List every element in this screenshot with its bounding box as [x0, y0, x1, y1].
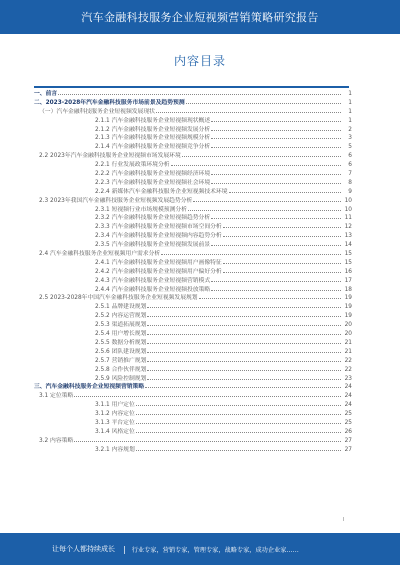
toc-leader-dots: [74, 436, 341, 442]
toc-leader-dots: [211, 133, 341, 139]
toc-entry-text: 3.1.1 用户定位: [95, 402, 135, 409]
toc-leader-dots: [186, 98, 341, 104]
toc-leader-dots: [74, 391, 341, 397]
toc-entry-page: 6: [348, 162, 352, 169]
toc-leader-dots: [136, 418, 341, 424]
toc-list: [34, 89, 352, 454]
toc-leader-dots: [223, 222, 341, 228]
toc-entry[interactable]: [34, 89, 352, 98]
toc-entry-page: 19: [344, 295, 352, 302]
footer-divider: |: [123, 544, 126, 554]
toc-entry-text: 2.4.1 汽车金融科技服务企业短视频用户画像特征: [95, 259, 222, 266]
toc-entry-page: 3: [348, 135, 352, 142]
toc-entry-text: 2.1.3 汽车金融科技服务企业短视频规模分析: [95, 135, 211, 142]
toc-entry-page: 8: [348, 179, 352, 186]
toc-entry-text: 3.2 内容策略: [39, 437, 74, 444]
toc-entry[interactable]: [34, 231, 352, 240]
toc-entry-page: 5: [348, 144, 352, 151]
toc-entry-text: 2.5.5 数据分析规划: [95, 339, 147, 346]
toc-entry[interactable]: [34, 436, 352, 445]
toc-leader-dots: [147, 320, 341, 326]
toc-entry[interactable]: [34, 276, 352, 285]
toc-leader-dots: [171, 160, 341, 166]
toc-entry-text: 2.5.7 营销推广规划: [95, 357, 147, 364]
toc-entry[interactable]: [34, 391, 352, 400]
toc-entry[interactable]: [34, 329, 352, 338]
toc-entry-text: 3.1.4 风格定位: [95, 428, 135, 435]
toc-entry[interactable]: [34, 302, 352, 311]
toc-leader-dots: [211, 116, 341, 122]
report-title: 汽车金融科技服务企业短视频营销策略研究报告: [81, 11, 319, 24]
toc-entry[interactable]: [34, 160, 352, 169]
toc-leader-dots: [182, 151, 341, 157]
toc-entry-page: 1: [348, 108, 352, 115]
toc-entry-text: 2.3 2023年我国汽车金融科技服务企业短视频发展趋势分析: [39, 197, 193, 204]
toc-entry-page: 24: [344, 402, 352, 409]
toc-entry[interactable]: [34, 400, 352, 409]
toc-entry[interactable]: [34, 320, 352, 329]
toc-entry[interactable]: [34, 356, 352, 365]
toc-entry-text: 2.1.2 汽车金融科技服务企业短视频发展分析: [95, 126, 211, 133]
toc-leader-dots: [211, 169, 341, 175]
toc-entry-text: 2.1.1 汽车金融科技服务企业短视频现状概述: [95, 117, 211, 124]
toc-leader-dots: [147, 329, 341, 335]
toc-entry-text: 2.2.2 汽车金融科技服务企业短视频经济环境: [95, 171, 211, 178]
toc-entry-text: 二、2023-2028年汽车金融科技服务市场前景及趋势预测: [34, 99, 185, 106]
toc-leader-dots: [211, 240, 341, 246]
toc-entry-text: 2.2.4 新媒体汽车金融科技服务企业短视频技术环境: [95, 188, 228, 195]
toc-entry-page: 21: [344, 339, 352, 346]
toc-entry[interactable]: [34, 213, 352, 222]
toc-entry-page: 17: [344, 277, 352, 284]
toc-entry-text: 2.3.5 汽车金融科技服务企业短视频发展前景: [95, 242, 211, 249]
toc-entry-text: 2.5.4 用户增长规划: [95, 331, 147, 338]
toc-entry-text: 三、汽车金融科技服务企业短视频营销策略: [34, 384, 145, 391]
toc-leader-dots: [211, 125, 341, 131]
toc-entry-page: 19: [344, 313, 352, 320]
toc-entry[interactable]: [34, 107, 352, 116]
toc-entry-page: 15: [344, 259, 352, 266]
toc-entry[interactable]: [34, 374, 352, 383]
page-number: I: [343, 517, 345, 523]
toc-entry[interactable]: [34, 382, 352, 391]
toc-leader-dots: [147, 311, 341, 317]
toc-entry-text: 2.5.6 团队建设规划: [95, 348, 147, 355]
toc-entry-text: 2.3.3 汽车金融科技服务企业短视频市场空间分析: [95, 224, 222, 231]
toc-entry-page: 1: [348, 99, 352, 106]
toc-entry[interactable]: [34, 205, 352, 214]
toc-entry-page: 20: [344, 322, 352, 329]
toc-entry-page: 10: [344, 206, 352, 213]
toc-entry-text: （一）汽车金融科技服务企业短视频发展现状: [39, 108, 155, 115]
toc-entry-text: 2.5.1 品牌建设规划: [95, 304, 147, 311]
toc-entry-page: 21: [344, 348, 352, 355]
toc-leader-dots: [147, 338, 341, 344]
toc-entry-page: 1: [348, 91, 352, 97]
footer-slogan: 让每个人都持续成长: [52, 545, 115, 553]
toc-entry[interactable]: [34, 222, 352, 231]
toc-entry[interactable]: [34, 445, 352, 454]
toc-entry-page: 16: [344, 268, 352, 275]
toc-entry-page: 14: [344, 242, 352, 249]
toc-entry-page: 2: [348, 126, 352, 133]
toc-leader-dots: [223, 267, 341, 273]
toc-entry[interactable]: [34, 151, 352, 160]
toc-entry[interactable]: [34, 365, 352, 374]
toc-entry[interactable]: [34, 142, 352, 151]
toc-leader-dots: [161, 249, 341, 255]
toc-entry-text: 2.5.8 合作伙伴规划: [95, 366, 147, 373]
toc-leader-dots: [136, 427, 341, 433]
toc-entry[interactable]: [34, 133, 352, 142]
report-footer: [0, 533, 400, 565]
toc-entry-page: 27: [344, 446, 352, 453]
toc-entry[interactable]: [34, 116, 352, 125]
toc-entry-page: 11: [344, 215, 352, 222]
toc-entry-text: 2.3.1 短视频行业市场规模预测分析: [95, 206, 187, 213]
toc-entry[interactable]: [34, 338, 352, 347]
toc-entry-page: 22: [344, 366, 352, 373]
toc-entry-text: 2.5.2 内容运营规划: [95, 313, 147, 320]
toc-entry[interactable]: [34, 249, 352, 258]
toc-entry-page: 25: [344, 419, 352, 426]
toc-entry-page: 6: [348, 153, 352, 160]
toc-entry[interactable]: [34, 267, 352, 276]
toc-leader-dots: [136, 400, 341, 406]
toc-entry-page: 24: [344, 384, 352, 391]
toc-leader-dots: [223, 258, 341, 264]
toc-entry[interactable]: [34, 169, 352, 178]
toc-leader-dots: [193, 196, 341, 202]
toc-leader-dots: [211, 142, 341, 148]
toc-leader-dots: [211, 178, 341, 184]
toc-entry[interactable]: [34, 311, 352, 320]
toc-leader-dots: [147, 356, 341, 362]
toc-entry-text: 3.1.3 平台定位: [95, 419, 135, 426]
toc-leader-dots: [223, 231, 341, 237]
toc-entry-text: 2.3.4 汽车金融科技服务企业短视频内容趋势分析: [95, 233, 222, 240]
toc-entry-text: 2.2.1 行业发展政策环境分析: [95, 162, 170, 169]
toc-entry-page: 26: [344, 428, 352, 435]
toc-entry-page: 20: [344, 331, 352, 338]
toc-entry-page: 9: [348, 188, 352, 195]
toc-leader-dots: [58, 89, 341, 95]
toc-entry[interactable]: [34, 409, 352, 418]
toc-leader-dots: [199, 293, 341, 299]
toc-entry-page: 13: [344, 233, 352, 240]
toc-entry[interactable]: [34, 187, 352, 196]
toc-entry-page: 19: [344, 304, 352, 311]
toc-leader-dots: [147, 374, 341, 380]
toc-leader-dots: [211, 285, 341, 291]
toc-entry-text: 2.3.2 汽车金融科技服务企业短视频趋势分析: [95, 215, 211, 222]
footer-experts: 行业专家，营销专家，管理专家，战略专家，成功企业家……: [131, 546, 299, 554]
toc-entry-page: 12: [344, 224, 352, 231]
toc-entry-text: 2.4 汽车金融科技服务企业短视频用户需求分析: [39, 251, 161, 258]
toc-leader-dots: [156, 107, 341, 113]
toc-entry-text: 2.4.4 汽车金融科技服务企业短视频投放策略: [95, 286, 211, 293]
toc-entry[interactable]: [34, 196, 352, 205]
toc-entry-page: 23: [344, 375, 352, 382]
toc-entry-text: 3.1.2 内容定位: [95, 411, 135, 418]
toc-leader-dots: [211, 276, 341, 282]
toc-leader-dots: [188, 205, 341, 211]
toc-entry-page: 7: [348, 171, 352, 178]
toc-entry[interactable]: [34, 98, 352, 107]
toc-entry-text: 3.2.1 内容规划: [95, 446, 135, 453]
toc-entry-page: 10: [344, 197, 352, 204]
toc-entry-text: 2.2 2023年汽车金融科技服务企业短视频市场发展环境: [39, 153, 181, 160]
toc-leader-dots: [136, 409, 341, 415]
toc-entry[interactable]: [34, 418, 352, 427]
toc-entry-text: 3.1 定位策略: [39, 393, 74, 400]
toc-leader-dots: [147, 302, 341, 308]
toc-entry-text: 2.2.3 汽车金融科技服务企业短视频社会环境: [95, 179, 211, 186]
report-header: [0, 0, 400, 34]
toc-entry-page: 27: [344, 437, 352, 444]
toc-entry[interactable]: [34, 285, 352, 294]
toc-entry-text: 2.4.3 汽车金融科技服务企业短视频营销模式: [95, 277, 211, 284]
toc-entry-text: 一、前言: [34, 91, 58, 97]
toc-divider: [34, 86, 349, 88]
toc-entry[interactable]: [34, 293, 352, 302]
toc-leader-dots: [211, 213, 341, 219]
toc-entry-page: 15: [344, 251, 352, 258]
toc-leader-dots: [229, 187, 341, 193]
toc-entry-text: 2.5.3 渠道拓展规划: [95, 322, 147, 329]
toc-entry-page: 1: [348, 117, 352, 124]
toc-entry-text: 2.5 2023-2028年中国汽车金融科技服务企业短视频发展规划: [39, 295, 198, 302]
toc-entry-page: 22: [344, 357, 352, 364]
toc-leader-dots: [147, 365, 341, 371]
toc-leader-dots: [147, 347, 341, 353]
toc-entry[interactable]: [34, 258, 352, 267]
toc-entry[interactable]: [34, 240, 352, 249]
toc-title: 内容目录: [173, 54, 226, 68]
toc-entry[interactable]: [34, 125, 352, 134]
toc-entry-text: 2.1.4 汽车金融科技服务企业短视频竞争分析: [95, 144, 211, 151]
toc-entry-text: 2.5.9 风险控制规划: [95, 375, 147, 382]
toc-leader-dots: [136, 445, 341, 451]
toc-entry[interactable]: [34, 427, 352, 436]
toc-entry-page: 24: [344, 393, 352, 400]
toc-entry[interactable]: [34, 347, 352, 356]
toc-entry-page: 25: [344, 411, 352, 418]
toc-leader-dots: [145, 382, 341, 388]
toc-entry-page: 18: [344, 286, 352, 293]
toc-entry-text: 2.4.2 汽车金融科技服务企业短视频用户偏好分析: [95, 268, 222, 275]
toc-entry[interactable]: [34, 178, 352, 187]
